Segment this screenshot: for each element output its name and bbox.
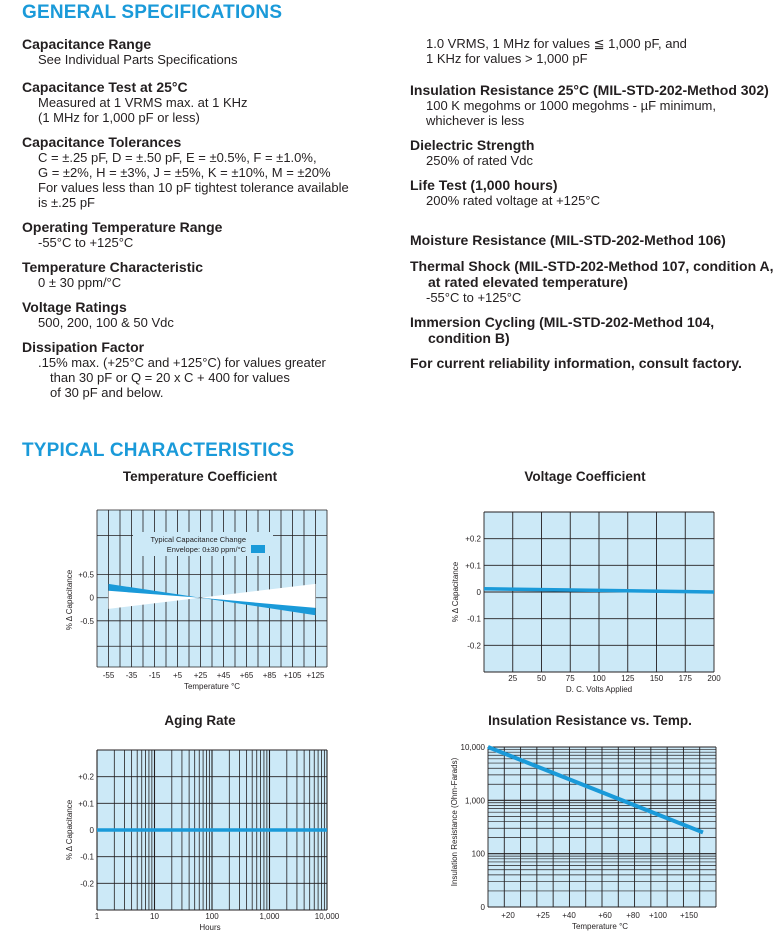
- y-axis-label: % Δ Capacitance: [65, 799, 74, 861]
- spec-line: whichever is less: [426, 113, 525, 128]
- x-axis-label: D. C. Volts Applied: [565, 685, 633, 694]
- x-axis-label: Temperature °C: [571, 922, 629, 931]
- spec-heading: Temperature Characteristic: [22, 259, 204, 275]
- spec-heading: Dielectric Strength: [410, 137, 535, 153]
- x-tick-label: +45: [216, 671, 231, 680]
- x-tick-label: +20: [501, 911, 515, 920]
- spec-heading: Insulation Resistance 25°C (MIL-STD-202-Method 302): [410, 82, 769, 98]
- x-tick-label: +25: [193, 671, 208, 680]
- y-tick-label: -0.1: [80, 852, 94, 862]
- y-tick-label: +0.1: [78, 799, 94, 809]
- chart-title-aging-rate: Aging Rate: [164, 713, 236, 728]
- general-specifications-title: GENERAL SPECIFICATIONS: [22, 2, 283, 23]
- x-tick-label: 175: [678, 674, 692, 683]
- y-tick-label: +0.2: [78, 772, 94, 782]
- x-tick-label: 200: [707, 674, 721, 683]
- spec-heading: Moisture Resistance (MIL-STD-202-Method 106): [410, 232, 726, 248]
- typical-characteristics-title: TYPICAL CHARACTERISTICS: [22, 440, 295, 461]
- spec-line: G = ±2%, H = ±3%, J = ±5%, K = ±10%, M = ±20%: [38, 165, 331, 180]
- y-tick-label: 10,000: [460, 743, 485, 752]
- y-tick-label: 0: [480, 903, 485, 912]
- spec-line: See Individual Parts Specifications: [38, 52, 238, 67]
- spec-line: than 30 pF or Q = 20 x C + 400 for values: [50, 370, 290, 385]
- chart-title-temperature-coefficient: Temperature Coefficient: [122, 469, 278, 484]
- x-tick-label: +25: [536, 911, 550, 920]
- x-tick-label: 75: [565, 674, 575, 683]
- x-tick-label: +150: [679, 911, 699, 920]
- x-tick-label: -55: [102, 671, 115, 680]
- spec-line: Measured at 1 VRMS max. at 1 KHz: [38, 95, 248, 110]
- chart-title-voltage-coefficient: Voltage Coefficient: [524, 469, 646, 484]
- spec-heading: condition B): [428, 330, 510, 346]
- spec-heading: Capacitance Test at 25°C: [22, 79, 188, 95]
- spec-heading: Voltage Ratings: [22, 299, 127, 315]
- y-axis-label: % Δ Capacitance: [451, 561, 460, 623]
- y-axis-label: Insulation Resistance (Ohm-Farads): [450, 757, 459, 887]
- x-tick-label: +5: [172, 671, 183, 680]
- x-tick-label: 50: [537, 674, 546, 683]
- y-tick-label: +0.5: [78, 570, 94, 580]
- chart-title-insulation-resistance: Insulation Resistance vs. Temp.: [488, 713, 692, 728]
- x-axis-label: Temperature °C: [183, 682, 241, 691]
- spec-line: is ±.25 pF: [38, 195, 95, 210]
- x-tick-label: 1,000: [259, 912, 280, 921]
- y-tick-label: 100: [471, 849, 485, 859]
- spec-line: of 30 pF and below.: [50, 385, 164, 400]
- y-tick-label: -0.2: [467, 641, 481, 651]
- spec-line: 0 ± 30 ppm/°C: [38, 275, 122, 290]
- spec-line: 200% rated voltage at +125°C: [426, 193, 600, 208]
- spec-heading: Immersion Cycling (MIL-STD-202-Method 104,: [410, 314, 715, 330]
- x-tick-label: 100: [205, 912, 219, 921]
- y-tick-label: +0.2: [465, 534, 481, 544]
- spec-line: 500, 200, 100 & 50 Vdc: [38, 315, 174, 330]
- spec-line: 250% of rated Vdc: [426, 153, 533, 168]
- spec-heading: Capacitance Tolerances: [22, 134, 182, 150]
- spec-line: 1 KHz for values > 1,000 pF: [426, 51, 588, 66]
- x-tick-label: 10: [150, 912, 159, 921]
- x-tick-label: 10,000: [314, 912, 340, 921]
- x-tick-label: 1: [94, 912, 100, 921]
- spec-heading: Life Test (1,000 hours): [410, 177, 558, 193]
- x-tick-label: +100: [648, 911, 668, 920]
- y-tick-label: -0.2: [80, 879, 94, 889]
- spec-line: 1.0 VRMS, 1 MHz for values ≦ 1,000 pF, and: [426, 36, 687, 51]
- x-tick-label: -15: [148, 671, 161, 680]
- legend-label: Envelope: 0±30 ppm/°C: [166, 545, 246, 554]
- y-tick-label: +0.1: [465, 561, 481, 571]
- x-tick-label: 150: [649, 674, 664, 683]
- x-tick-label: +40: [562, 911, 576, 920]
- spec-heading: For current reliability information, consult factory.: [410, 355, 742, 371]
- legend-label: Typical Capacitance Change: [150, 535, 246, 544]
- spec-heading: Thermal Shock (MIL-STD-202-Method 107, condition A,: [410, 258, 774, 274]
- y-tick-label: 0: [89, 826, 94, 835]
- spec-line: 100 K megohms or 1000 megohms - µF minimum,: [426, 98, 716, 113]
- x-tick-label: +125: [306, 671, 325, 680]
- spec-line: For values less than 10 pF tightest tolerance available: [38, 180, 349, 195]
- x-tick-label: 25: [508, 674, 518, 683]
- spec-heading: Operating Temperature Range: [22, 219, 223, 235]
- spec-line: C = ±.25 pF, D = ±.50 pF, E = ±0.5%, F = ±1.0%,: [38, 150, 317, 165]
- spec-line: -55°C to +125°C: [426, 290, 522, 305]
- x-tick-label: +85: [262, 671, 277, 680]
- spec-heading: Dissipation Factor: [22, 339, 145, 355]
- spec-line: .15% max. (+25°C and +125°C) for values greater: [38, 355, 326, 370]
- x-tick-label: -35: [125, 671, 138, 680]
- x-tick-label: 125: [621, 674, 635, 683]
- y-tick-label: 0: [476, 588, 481, 597]
- x-tick-label: +60: [598, 911, 612, 920]
- spec-heading: Capacitance Range: [22, 36, 152, 52]
- y-tick-label: 1,000: [464, 796, 485, 806]
- spec-line: -55°C to +125°C: [38, 235, 134, 250]
- x-tick-label: +80: [626, 911, 640, 920]
- x-axis-label: Hours: [199, 923, 221, 932]
- y-tick-label: -0.5: [80, 616, 94, 626]
- spec-line: (1 MHz for 1,000 pF or less): [38, 110, 200, 125]
- y-tick-label: -0.1: [467, 614, 481, 624]
- y-tick-label: 0: [89, 593, 94, 603]
- x-tick-label: +105: [283, 671, 302, 680]
- y-axis-label: % Δ Capacitance: [65, 569, 74, 631]
- x-tick-label: +65: [239, 671, 254, 680]
- spec-heading: at rated elevated temperature): [428, 274, 628, 290]
- legend-swatch: [251, 545, 265, 553]
- x-tick-label: 100: [592, 674, 606, 683]
